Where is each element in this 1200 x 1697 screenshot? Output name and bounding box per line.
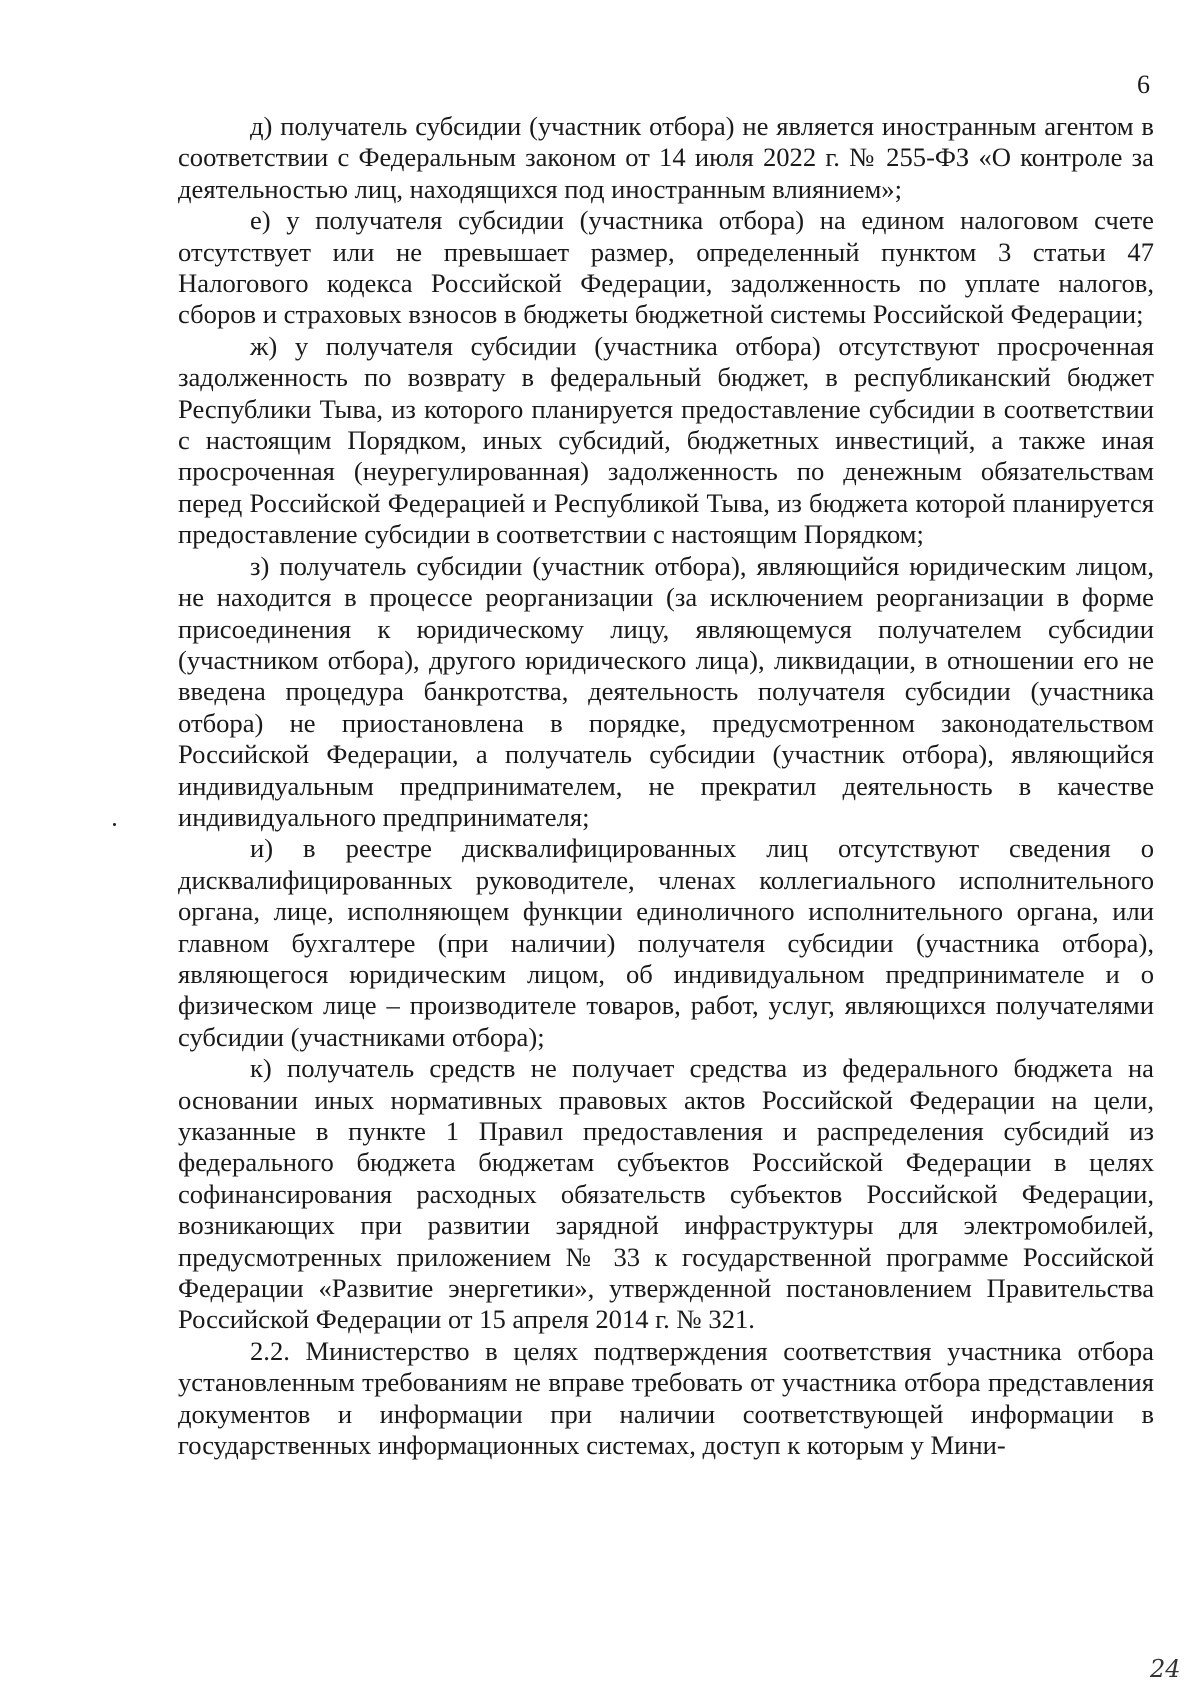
scan-speck [113, 823, 116, 826]
paragraph-i: и) в реестре дисквалифицированных лиц отсутствуют сведения о дисквалифицированных руководителе, членах коллегиального исполнительного органа, лице, исполняющем функции единоличного исполнительного органа, или главном бухгалтере (при наличии) получателя субсидии (участника отбора), являющегося юридическим лицом, об индивидуальном предпринимателе и о физическом лице – производителе товаров, работ, услуг, являющихся получателями субсидии (участниками отбора); [178, 833, 1154, 1052]
paragraph-z: з) получатель субсидии (участник отбора), являющийся юридическим лицом, не находится в процессе реорганизации (за исключением реорганизации в форме присоединения к юридическому лицу, являющемуся получателем субсидии (участником отбора), другого юридического лица), ликвидации, в отношении его не введена процедура банкротства, деятельность получателя субсидии (участника отбора) не приостановлена в порядке, предусмотренном законодательством Российской Федерации, а получатель субсидии (участник отбора), являющийся индивидуальным предпринимателем, не прекратил деятельность в качестве индивидуального предпринимателя; [178, 550, 1154, 832]
page-number: 6 [1137, 70, 1150, 99]
handwritten-page-mark: 24 [1150, 1655, 1181, 1683]
paragraph-d: д) получатель субсидии (участник отбора) не является иностранным агентом в соответствии с Федеральным законом от 14 июля 2022 г. № 255-ФЗ «О контроле за деятельностью лиц, находящихся под иностранным влиянием»; [178, 111, 1154, 204]
paragraph-k: к) получатель средств не получает средства из федерального бюджета на основании иных нормативных правовых актов Российской Федерации на цели, указанные в пункте 1 Правил предоставления и распределения субсидий из федерального бюджета бюджетам субъектов Российской Федерации в целях софинансирования расходных обязательств субъектов Российской Федерации, возникающих при развитии зарядной инфраструктуры для электромобилей, предусмотренных приложением № 33 к государственной программе Российской Федерации «Развитие энергетики», утвержденной постановлением Правительства Российской Федерации от 15 апреля 2014 г. № 321. [178, 1053, 1154, 1335]
paragraph-e: е) у получателя субсидии (участника отбора) на едином налоговом счете отсутствует или не превышает размер, определенный пунктом 3 статьи 47 Налогового кодекса Российской Федерации, задолженность по уплате налогов, сборов и страховых взносов в бюджеты бюджетной системы Российской Федерации; [178, 205, 1154, 330]
paragraph-2-2: 2.2. Министерство в целях подтверждения соответствия участника отбора установленным требованиям не вправе требовать от участника отбора представления документов и информации при наличии соответствующей информации в государственных информационных системах, доступ к которым у Мини- [178, 1335, 1154, 1461]
paragraph-zh: ж) у получателя субсидии (участника отбора) отсутствуют просроченная задолженность по возврату в федеральный бюджет, в республиканский бюджет Республики Тыва, из которого планируется предоставление субсидии в соответствии с настоящим Порядком, иных субсидий, бюджетных инвестиций, а также иная просроченная (неурегулированная) задолженность по денежным обязательствам перед Российской Федерацией и Республикой Тыва, из бюджета которой планируется предоставление субсидии в соответствии с настоящим Порядком; [178, 330, 1154, 550]
document-body [178, 111, 1154, 1461]
